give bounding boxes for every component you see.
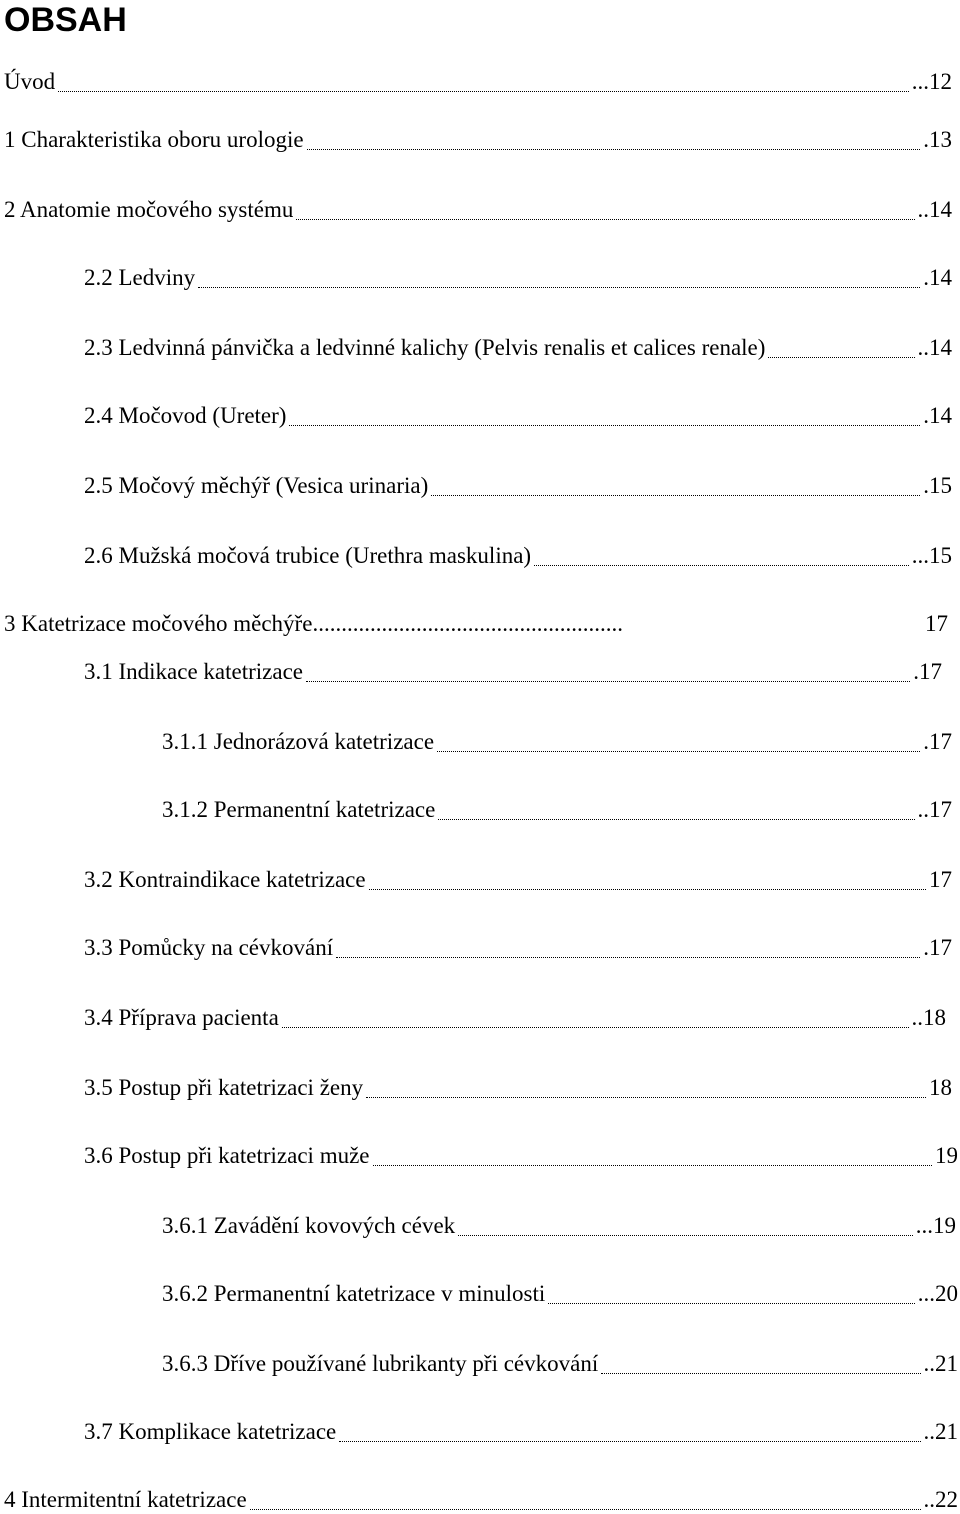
- toc-entry-2-3[interactable]: [84, 334, 952, 362]
- toc-entry-label: 3.3 Pomůcky na cévkování: [84, 935, 334, 960]
- toc-page-number: .13: [923, 127, 952, 152]
- toc-leader: [307, 149, 921, 150]
- toc-entry-3-2[interactable]: [84, 866, 952, 894]
- toc-page-number: ...12: [911, 69, 952, 94]
- toc-page-number: .15: [923, 473, 952, 498]
- toc-entry-label: 3.6.1 Zavádění kovových cévek: [162, 1213, 456, 1238]
- toc-entry-label: 2.6 Mužská močová trubice (Urethra maskulina): [84, 543, 532, 568]
- toc-entry-label: 3.1 Indikace katetrizace: [84, 659, 304, 684]
- toc-page-number: ...20: [917, 1281, 958, 1306]
- toc-entry-label: 3.7 Komplikace katetrizace: [84, 1419, 337, 1444]
- toc-entry-3-5[interactable]: [84, 1074, 952, 1102]
- toc-page-number: 17: [929, 867, 952, 892]
- toc-entry-uvod[interactable]: [4, 68, 952, 96]
- toc-entry-label: 2.2 Ledviny: [84, 265, 196, 290]
- toc-entry-label: 3.4 Příprava pacienta: [84, 1005, 279, 1030]
- toc-page-number: 17: [925, 611, 948, 636]
- toc-leader-text: ......................................................: [312, 611, 623, 636]
- toc-entry-label: 1 Charakteristika oboru urologie: [4, 127, 304, 152]
- toc-page-number: ..18: [911, 1005, 946, 1030]
- toc-entry-3-6-2[interactable]: [162, 1280, 958, 1308]
- toc-leader: [438, 819, 914, 820]
- toc-leader: [296, 219, 914, 220]
- toc-leader: [369, 889, 926, 890]
- toc-page-number: ...15: [911, 543, 952, 568]
- toc-entry-label: 4 Intermitentní katetrizace: [4, 1487, 247, 1512]
- toc-leader: [437, 751, 920, 752]
- toc-entry-3-1-2[interactable]: [162, 796, 952, 824]
- toc-entry-3-1[interactable]: [84, 658, 942, 686]
- toc-entry-3-6-1[interactable]: [162, 1212, 956, 1240]
- toc-entry-3-6[interactable]: [84, 1142, 958, 1170]
- toc-entry-label: 2.4 Močovod (Ureter): [84, 403, 287, 428]
- toc-leader: [306, 681, 910, 682]
- toc-leader: [289, 425, 920, 426]
- toc-page-number: ..21: [923, 1419, 958, 1444]
- toc-page-number: ..17: [917, 797, 952, 822]
- toc-page-number: ..14: [917, 197, 952, 222]
- toc-entry-label: 2 Anatomie močového systému: [4, 197, 294, 222]
- toc-entry-1[interactable]: [4, 126, 952, 154]
- toc-entry-2-5[interactable]: [84, 472, 952, 500]
- toc-entry-4[interactable]: [4, 1486, 958, 1514]
- toc-entry-label: 3 Katetrizace močového měchýře: [4, 611, 313, 636]
- toc-page-number: .14: [923, 265, 952, 290]
- toc-leader: [601, 1373, 920, 1374]
- toc-entry-label: 3.6.2 Permanentní katetrizace v minulosti: [162, 1281, 546, 1306]
- toc-entry-2-4[interactable]: [84, 402, 952, 430]
- toc-entry-3-7[interactable]: [84, 1418, 958, 1446]
- toc-entry-3[interactable]: [4, 610, 948, 638]
- toc-page-number: .17: [923, 935, 952, 960]
- toc-leader: [339, 1441, 920, 1442]
- toc-leader: [58, 91, 909, 92]
- toc-page-number: 18: [929, 1075, 952, 1100]
- page-title: OBSAH: [4, 1, 127, 39]
- toc-leader: [548, 1303, 915, 1304]
- toc-page-number: ...19: [915, 1213, 956, 1238]
- toc-page-number: .17: [923, 729, 952, 754]
- toc-entry-3-1-1[interactable]: [162, 728, 952, 756]
- toc-entry-label: 3.1.1 Jednorázová katetrizace: [162, 729, 435, 754]
- toc-leader: [366, 1097, 926, 1098]
- toc-entry-label: 3.6.3 Dříve používané lubrikanty při cévkování: [162, 1351, 599, 1376]
- toc-leader: [198, 287, 920, 288]
- toc-entry-3-4[interactable]: [84, 1004, 946, 1032]
- toc-entry-3-6-3[interactable]: [162, 1350, 958, 1378]
- toc-leader: [336, 957, 920, 958]
- toc-leader: [458, 1235, 913, 1236]
- toc-leader: [431, 495, 920, 496]
- toc-page-number: 19: [935, 1143, 958, 1168]
- toc-entry-label: 2.3 Ledvinná pánvička a ledvinné kalichy (Pelvis renalis et calices renale): [84, 335, 766, 360]
- toc-entry-label: 3.2 Kontraindikace katetrizace: [84, 867, 366, 892]
- toc-entry-2-6[interactable]: [84, 542, 952, 570]
- toc-leader: [768, 357, 914, 358]
- toc-entry-3-3[interactable]: [84, 934, 952, 962]
- toc-entry-2[interactable]: [4, 196, 952, 224]
- toc-entry-label: 3.5 Postup při katetrizaci ženy: [84, 1075, 364, 1100]
- toc-entry-label: Úvod: [4, 69, 56, 94]
- toc-leader: [534, 565, 909, 566]
- toc-leader: [282, 1027, 909, 1028]
- toc-page-number: ..22: [923, 1487, 958, 1512]
- toc-page-number: ..21: [923, 1351, 958, 1376]
- toc-leader: [373, 1165, 932, 1166]
- toc-entry-label: 3.1.2 Permanentní katetrizace: [162, 797, 436, 822]
- toc-entry-2-2[interactable]: [84, 264, 952, 292]
- toc-page-number: .14: [923, 403, 952, 428]
- toc-page-number: ..14: [917, 335, 952, 360]
- toc-page-number: .17: [913, 659, 942, 684]
- toc-entry-label: 3.6 Postup při katetrizaci muže: [84, 1143, 370, 1168]
- toc-entry-label: 2.5 Močový měchýř (Vesica urinaria): [84, 473, 429, 498]
